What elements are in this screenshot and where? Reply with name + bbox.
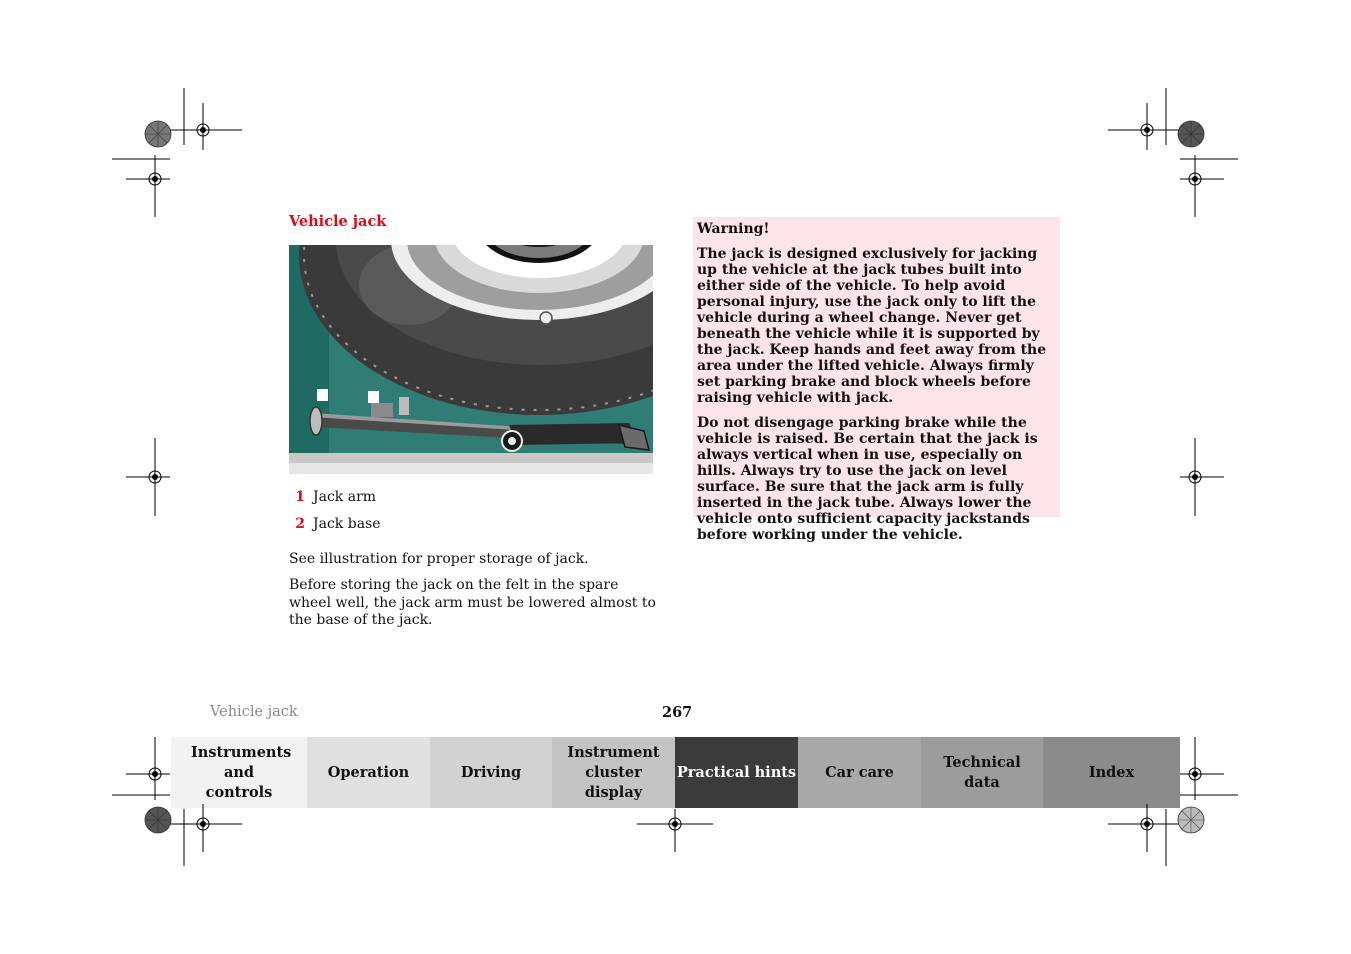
body-paragraph: Before storing the jack on the felt in the spare wheel well, the jack arm must be lowered almost to the base of the jack.	[289, 577, 656, 628]
warning-paragraph: The jack is designed exclusively for jacking up the vehicle at the jack tubes built into either side of the vehicle. To help avoid personal injury, use the jack only to lift the vehicle during a wheel change. Never get beneath the vehicle while it is supported by the jack. Keep hands and feet away from the area under the lifted vehicle. Always firmly set parking brake and block wheels before raising vehicle with jack.	[697, 246, 1047, 406]
legend-number: 1	[295, 489, 305, 505]
body-paragraph: See illustration for proper storage of jack.	[289, 551, 589, 567]
legend-label: Jack base	[313, 516, 381, 532]
tab-index[interactable]: Index	[1043, 737, 1180, 808]
legend-number: 2	[295, 516, 305, 532]
warning-paragraph: Do not disengage parking brake while the vehicle is raised. Be certain that the jack is always vertical when in use, especially on hills. Always try to use the jack on level surface. Be sure that the jack arm is fully inserted in the jack tube. Always lower the vehicle onto sufficient capacity jackstands before working under the vehicle.	[697, 415, 1038, 543]
tab-car-care[interactable]: Car care	[798, 737, 921, 808]
tab-practical-hints[interactable]: Practical hints	[675, 737, 798, 808]
section-title: Vehicle jack	[289, 213, 387, 230]
page-number: 267	[662, 704, 693, 721]
tab-technical-data[interactable]: Technical data	[921, 737, 1043, 808]
tab-driving[interactable]: Driving	[430, 737, 552, 808]
tab-instruments-and-controls[interactable]: Instruments and controls	[171, 737, 307, 808]
legend-label: Jack arm	[313, 489, 377, 505]
warning-title: Warning!	[697, 221, 770, 237]
tab-operation[interactable]: Operation	[307, 737, 430, 808]
footer-section-title: Vehicle jack	[210, 704, 298, 720]
tab-instrument-cluster-display[interactable]: Instrument cluster display	[552, 737, 675, 808]
